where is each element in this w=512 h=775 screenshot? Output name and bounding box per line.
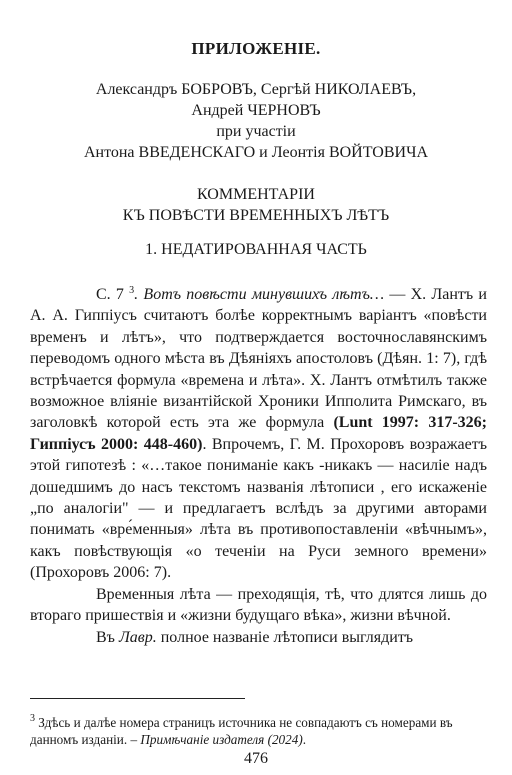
footnote-marker: 3 [129,285,135,296]
footnote-editor-note: Примѣчанiе издателя (2024) [140,732,303,747]
title-line-2: КЪ ПОВѢСТИ ВРЕМЕННЫХЪ ЛѢТЪ [122,207,390,224]
paragraph-3-text-a: Въ [96,628,119,646]
authors-block [0,81,512,165]
paragraph-1-text-a: — Х. Лантъ и А. А. Гиппiусъ считаютъ болѣе корректнымъ варiантъ «повѣсти временъ и лѣтъ», что подтверждается восточнославянскимъ переводомъ одного мѣста въ Дѣянiяхъ апостоловъ (Дѣян. 1: 7), гдѣ встрѣчается формула «времена и лѣта». Х. Лантъ отмѣтилъ также возможное влiянiе византiйской Хроники Ипполита Римскаго, въ заголовкѣ которой есть эта же формула [30,286,487,432]
body-text [30,280,487,648]
page-ref: С. 7 [96,286,124,303]
paragraph-3 [30,627,487,648]
authors-line-2: Андрей ЧЕРНОВЪ [191,102,321,119]
authors-line-1: Александръ БОБРОВЪ, Сергѣй НИКОЛАЕВЪ, [95,81,417,98]
footnote-divider [30,698,245,699]
chronicle-abbrev: Лавр. [118,628,157,646]
authors-line-3: Антона ВВЕДЕНСКАГО и Леонтiя ВОЙТОВИЧА [83,144,429,161]
section-title: 1. НЕДАТИРОВАННАЯ ЧАСТЬ [145,241,367,258]
page-number: 476 [244,750,268,767]
commentary-title [0,186,512,228]
title-line-1: КОММЕНТАРIИ [197,186,315,203]
quote-heading: . Вотъ повѣсти минувшихъ лѣтъ… [134,286,385,303]
paragraph-1 [30,280,487,584]
appendix-title: ПРИЛОЖЕНIЕ. [191,39,321,58]
footnote-number: 3 [30,713,35,724]
paragraph-2: Временныя лѣта — преходящiя, тѣ, что длятся лишь до втораго пришествiя и «жизни будущаго вѣка», жизни вѣчной. [30,585,487,625]
paragraph-3-text-b: полное названiе лѣтописи выглядитъ [156,628,414,646]
footnote-end: . [302,732,307,747]
citation-reference: (Lunt 1997: 317-326; Гиппiусъ 2000: 448-460) [30,414,488,453]
participation-line: при участiи [216,123,296,140]
footnote-text: Здѣсь и далѣе номера страницъ источника не совпадаютъ съ номерами въ данномъ изданiи. – [30,715,453,747]
footnote [30,710,490,748]
paragraph-1-text-b: . Впрочемъ, Г. М. Прохоровъ возражаетъ этой гипотезѣ : «…такое пониманiе какъ -никакъ — насилiе надъ дошедшимъ до насъ текстомъ названiя лѣтописи , его искаженiе „по аналогiи" — и предлагаетъ вслѣдъ за другими авторами понимать «вре́менныя» лѣта въ противопоставленiи «вѣчнымъ», какъ повѣствующiя «о теченiи на Руси земного времени» (Прохоровъ 2006: 7). [30,435,488,582]
